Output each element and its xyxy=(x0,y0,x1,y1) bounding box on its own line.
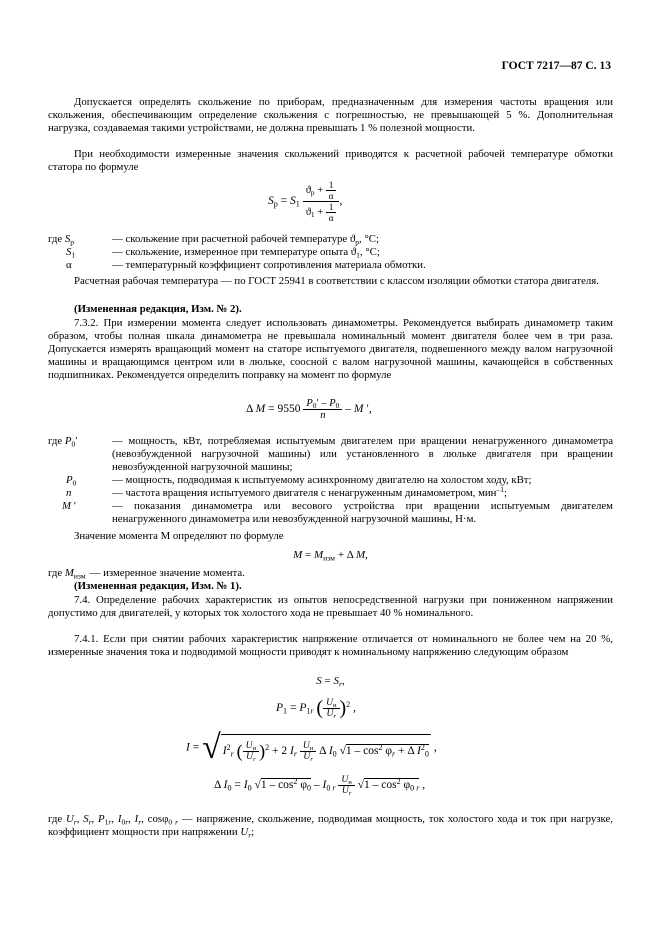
definitions-slip xyxy=(48,233,613,272)
edition-note-2: (Измененная редакция, Изм. № 2). xyxy=(74,303,242,315)
formula-slip-temperature: $S_р = S_1$ $ϑ_р$ + $\frac{1}{\alpha}$ $ϑ_1$ + $\frac{1}{\alpha}$ , xyxy=(268,180,343,223)
definition-row: n — частота вращения испытуемого двигателя с ненагруженным динамометром, мин$^{-1}$; xyxy=(66,485,508,499)
paragraph-7-3-2: 7.3.2. При измерении момента следует использовать динамометры. Рекомендуется выбирать динамометр таким образом, чтобы полная шкала динамометра не превышала номинальный момент двигателя более чем в три раза. Допускается измерять вращающий момент на статоре испытуемого двигателя, подвешенного между валом нагрузочной машины и вращающимся центром или в люльке, соосной с валом нагрузочной машины, качающейся в собственных подшипниках. Рекомендуется определить поправку на момент по формуле xyxy=(48,317,613,381)
formula-slip-equal: $S = S_r$, xyxy=(316,675,345,689)
definition-row: где $P_0'$ — мощность, кВт, потребляемая испытуемым двигателем при вращении ненагруженного динамометра (невозбужденной нагрузочной машины) или установленного в люльке двигателя при вращении невозбужденной нагрузочной машины; xyxy=(48,435,613,473)
paragraph-7-4: 7.4. Определение рабочих характеристик из опытов непосредственной нагрузки при пониженном напряжении допустимо для двигателей, у которых ток холостого хода не превышает 40 % номинального. xyxy=(48,594,613,619)
formula-torque-correction: Δ M = 9550 $\frac{P_0' - P_0}{n}$ – M ′, xyxy=(246,398,372,421)
paragraph-notation: где $U_r$, $S_r$, $P_{1r}$, $I_{0r}$, $I_r$, cosφ$_{0 r}$ — напряжение, скольжение, подводимая мощность, ток холостого хода и ток при нагрузке, коэффициент мощности при напряжении $U_r$; xyxy=(48,813,613,840)
definition-row: $P_0$ — мощность, подводимая к испытуемому асинхронному двигателю на холостом ходу, кВт; xyxy=(66,474,532,488)
paragraph-7-4-1: 7.4.1. Если при снятии рабочих характеристик напряжение отличается от номинального не более чем на 20 %, измеренные значения тока и подводимой мощности приводят к номинальному напряжению следующим образом xyxy=(48,633,613,658)
page-header: ГОСТ 7217—87 С. 13 xyxy=(501,60,611,72)
formula-current: I = √ $I^2_r$ ( $\frac{U_н}{U_r}$ )$^2$ + 2 $I_r$ $\frac{U_н}{U_r}$ Δ $I_0$ $√1 - \cos^2 \varphi_r + \Delta$ $I^2_0$ , xyxy=(186,729,437,766)
formula-delta-current: Δ $I_0 = I_0$ $√1 - \cos^2 \varphi_0 - I_{0 r}$ $\frac{U_н}{U_r}$ $√1 - \cos^2 \varphi_{0 r}$ , xyxy=(214,775,426,797)
definition-row: где $M_{изм}$ — измеренное значение момента. xyxy=(48,567,245,581)
paragraph-torque-value: Значение момента M определяют по формуле xyxy=(74,530,284,542)
formula-torque: $M = M_{изм} + \Delta$ M, xyxy=(293,549,368,563)
definition-row: α — температурный коэффициент сопротивления материала обмотки. xyxy=(66,259,426,271)
definitions-measured xyxy=(48,567,613,580)
paragraph-design-temperature: Расчетная рабочая температура — по ГОСТ 25941 в соответствии с классом изоляции обмотки статора двигателя. xyxy=(74,275,599,287)
definition-row: M ′ — показания динамометра или весового устройства при вращении испытуемым двигателем ненагруженного динамометра или невозбужденной нагрузочной машины, Н·м. xyxy=(62,500,613,525)
definitions-torque xyxy=(48,435,613,526)
edition-note-1: (Измененная редакция, Изм. № 1). xyxy=(74,580,242,592)
paragraph-slip-temperature: При необходимости измеренные значения скольжений приводятся к расчетной рабочей температуре обмотки статора по формуле xyxy=(48,148,613,173)
paragraph-slip-devices: Допускается определять скольжение по приборам, предназначенным для измерения частоты вращения или скольжения, обеспечивающим определение скольжения с погрешностью, не превышающей 5 %. Дополнительная нагрузка, создаваемая такими устройствами, не должна превышать 1 % полезной мощности. xyxy=(48,96,613,134)
definition-row: $S_1$ — скольжение, измеренное при температуре опыта $ϑ_1$, °С; xyxy=(66,246,380,260)
formula-power: $P_1 = P_{1r}$ ( $\frac{U_н}{U_r}$ )$^2$ , xyxy=(276,697,356,720)
definition-row: где $S_р$ — скольжение при расчетной рабочей температуре $ϑ_р$, °С; xyxy=(48,233,379,247)
